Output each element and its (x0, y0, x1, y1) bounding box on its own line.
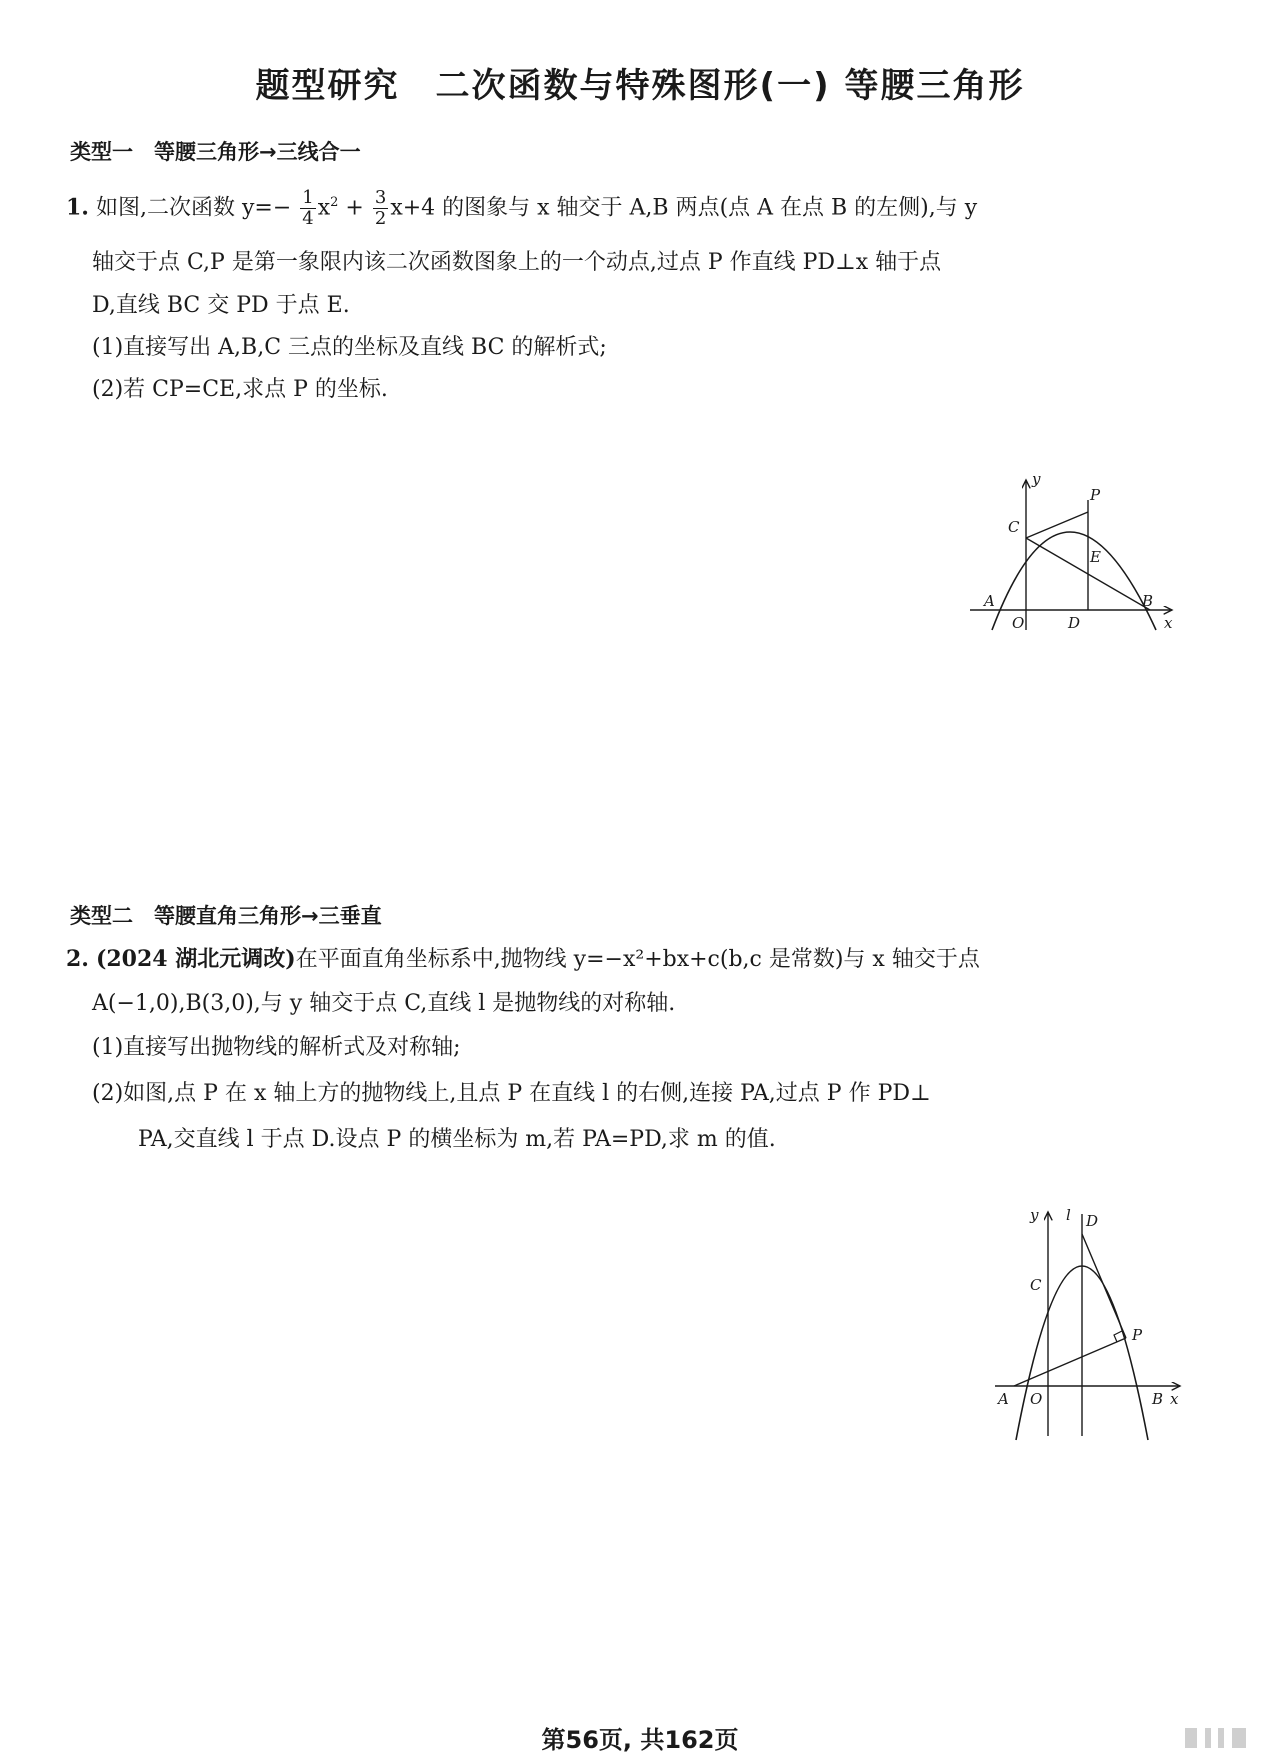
q1-line-3: D,直线 BC 交 PD 于点 E. (92, 293, 350, 318)
q1-line-1 (66, 186, 977, 229)
segment-pd (1082, 1234, 1126, 1338)
segment-pa (1014, 1338, 1126, 1386)
page-footer: 第56页, 共162页 (541, 1726, 739, 1754)
fig2-label-d: D (1086, 1212, 1099, 1230)
q1-figure (960, 470, 1200, 635)
section-2-heading: 类型二 等腰直角三角形→三垂直 (70, 904, 382, 928)
q1-fraction-2 (373, 188, 388, 229)
fig2-label-c: C (1030, 1276, 1042, 1294)
q2-part-1: (1)直接写出抛物线的解析式及对称轴; (92, 1035, 461, 1060)
q2-figure (990, 1204, 1190, 1444)
frac2-den: 2 (374, 207, 387, 229)
fig1-label-o: O (1012, 614, 1025, 632)
fig1-label-x: x (1164, 614, 1173, 632)
frac1-num: 1 (302, 186, 314, 208)
page-title: 题型研究 二次函数与特殊图形(一) 等腰三角形 (255, 66, 1025, 106)
fig2-label-y: y (1030, 1206, 1039, 1224)
q2-part-2-b: PA,交直线 l 于点 D.设点 P 的横坐标为 m,若 PA=PD,求 m 的值. (138, 1127, 776, 1152)
q2-source: (2024 湖北元调改) (95, 946, 296, 972)
q1-part-1: (1)直接写出 A,B,C 三点的坐标及直线 BC 的解析式; (92, 335, 607, 360)
q1-intro: 如图,二次函数 y=− (95, 195, 292, 221)
fig1-label-y: y (1032, 470, 1041, 488)
q2-line-1 (66, 942, 980, 973)
fig1-label-d: D (1068, 614, 1081, 632)
q2-part-2-a: (2)如图,点 P 在 x 轴上方的抛物线上,且点 P 在直线 l 的右侧,连接 PA,过点 P 作 PD⊥ (92, 1081, 931, 1106)
frac1-den: 4 (302, 207, 314, 229)
q2-line-2: A(−1,0),B(3,0),与 y 轴交于点 C,直线 l 是抛物线的对称轴. (92, 991, 676, 1016)
fig2-label-l: l (1066, 1206, 1071, 1224)
q1-line-2: 轴交于点 C,P 是第一象限内该二次函数图象上的一个动点,过点 P 作直线 PD⊥x 轴于点 (92, 250, 942, 275)
fig1-label-b: B (1142, 592, 1154, 610)
fig2-label-o: O (1030, 1390, 1043, 1408)
q1-number: 1. (66, 194, 89, 221)
fig1-label-a: A (984, 592, 995, 610)
q1-part-2: (2)若 CP=CE,求点 P 的坐标. (92, 377, 388, 402)
q1-exp: 2 (330, 195, 339, 210)
fig2-label-p: P (1132, 1326, 1143, 1344)
q2-number: 2. (66, 946, 89, 972)
fig1-label-p: P (1090, 486, 1101, 504)
q1-tail: x+4 的图象与 x 轴交于 A,B 两点(点 A 在点 B 的左侧),与 y (390, 195, 978, 221)
fig1-label-c: C (1008, 518, 1020, 536)
q2-line-1-text: 在平面直角坐标系中,抛物线 y=−x²+bx+c(b,c 是常数)与 x 轴交于点 (295, 947, 980, 972)
section-1-heading: 类型一 等腰三角形→三线合一 (70, 140, 361, 164)
frac2-num: 3 (374, 186, 387, 208)
q1-plus: + (345, 195, 364, 221)
q1-x: x (317, 195, 331, 221)
fig2-label-x: x (1170, 1390, 1179, 1408)
fig2-label-b: B (1152, 1390, 1164, 1408)
fig1-label-e: E (1090, 548, 1101, 566)
q1-fraction-1 (300, 188, 315, 229)
fig2-label-a: A (998, 1390, 1009, 1408)
